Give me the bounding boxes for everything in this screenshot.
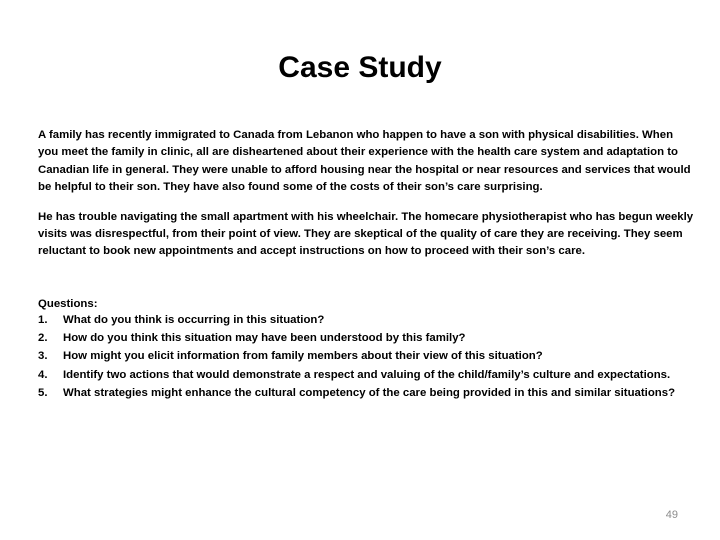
questions-section	[38, 296, 694, 400]
question-text: Identify two actions that would demonstrate a respect and valuing of the child/family’s culture and expectations.	[63, 368, 671, 381]
question-number: 5.	[38, 386, 48, 399]
question-number: 3.	[38, 350, 48, 363]
page-number: 49	[665, 509, 678, 521]
question-number: 2.	[38, 332, 48, 345]
question-item	[38, 331, 694, 346]
question-number: 1.	[38, 314, 48, 327]
questions-heading: Questions:	[38, 297, 98, 310]
question-text: How might you elicit information from family members about their view of this situation?	[63, 350, 543, 363]
question-item	[38, 368, 694, 383]
question-text: How do you think this situation may have been understood by this family?	[63, 332, 466, 345]
slide-title: Case Study	[278, 51, 442, 84]
question-item	[38, 349, 694, 364]
question-number: 4.	[38, 368, 48, 381]
question-item	[38, 313, 694, 328]
questions-list	[38, 313, 694, 400]
question-text: What strategies might enhance the cultural competency of the care being provided in this and similar situations?	[63, 386, 676, 399]
question-item	[38, 386, 694, 401]
case-paragraph-2: He has trouble navigating the small apartment with his wheelchair. The homecare physiotherapist who has begun weekly visits was disrespectful, from their point of view. They are skeptical of the quality of care they are receiving. They seem reluctant to book new appointments and accept instructions on how to proceed with their son’s care.	[38, 210, 694, 258]
case-paragraph-1: A family has recently immigrated to Canada from Lebanon who happen to have a son with physical disabilities. When you meet the family in clinic, all are disheartened about their experience with the health care system and adaptation to Canadian life in general. They were unable to afford housing near the hospital or near resources and services that would be helpful to their son. They have also found some of the costs of their son’s care surprising.	[38, 129, 691, 194]
slide-body	[38, 127, 694, 404]
question-text: What do you think is occurring in this situation?	[63, 314, 325, 327]
